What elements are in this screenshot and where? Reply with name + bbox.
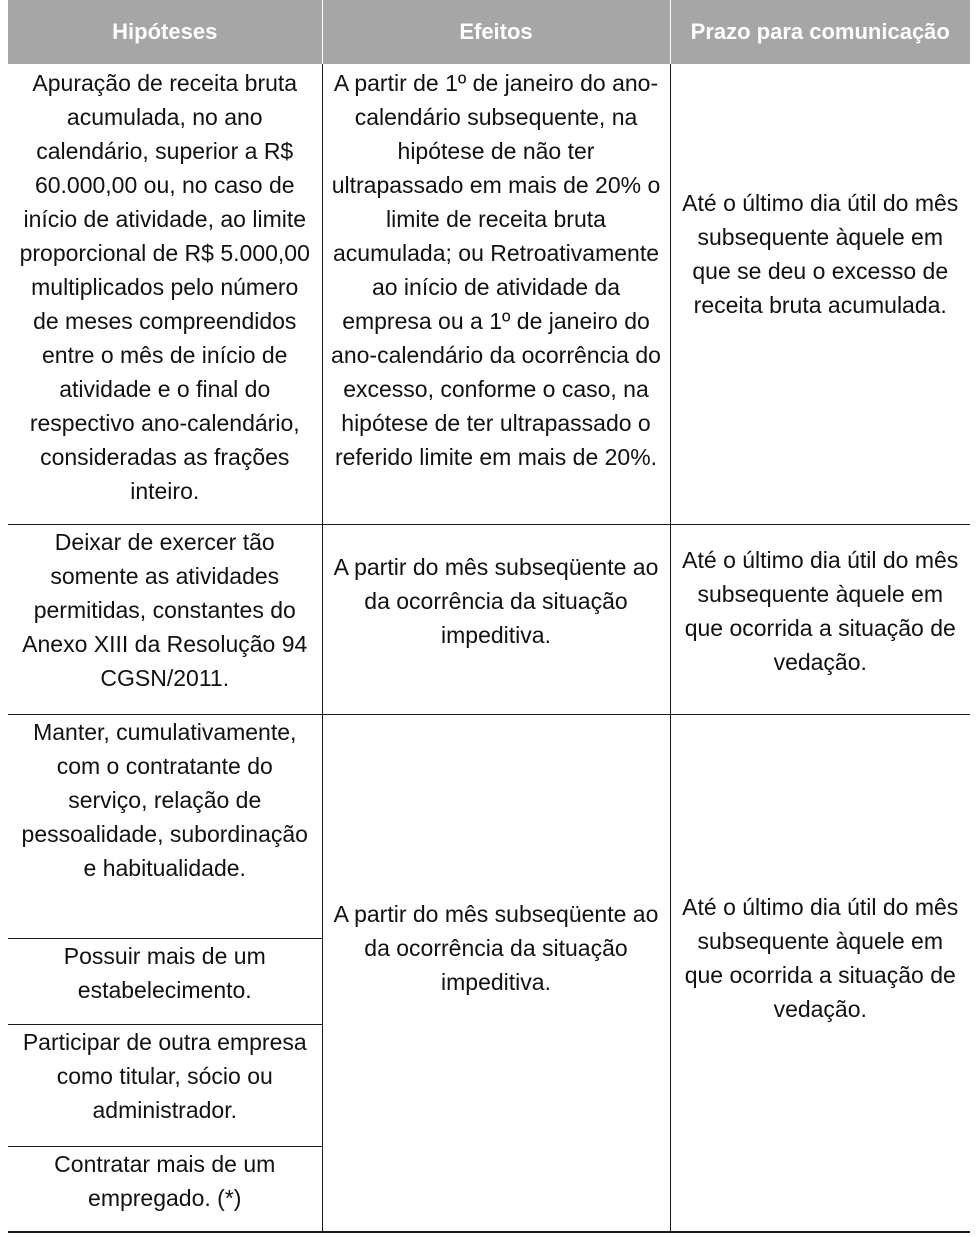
table-row [8, 524, 970, 714]
cell-hipotese: Apuração de receita bruta acumulada, no ano calendário, superior a R$ 60.000,00 ou, no caso de início de atividade, ao limite proporcional de R$ 5.000,00 multiplicados pelo número de meses compreendidos entre o mês de início de atividade e o final do respectivo ano-calendário, consideradas as frações inteiro. [8, 64, 322, 524]
cell-prazo: Até o último dia útil do mês subsequente àquele em que ocorrida a situação de vedação. [670, 714, 970, 1232]
cell-hipotese: Manter, cumulativamente, com o contratante do serviço, relação de pessoalidade, subordinação e habitualidade. [8, 714, 322, 938]
cell-hipotese: Participar de outra empresa como titular, sócio ou administrador. [8, 1024, 322, 1146]
table-row [8, 64, 970, 524]
cell-hipotese: Possuir mais de um estabelecimento. [8, 938, 322, 1024]
cell-efeito: A partir de 1º de janeiro do ano-calendário subsequente, na hipótese de não ter ultrapassado em mais de 20% o limite de receita bruta acumulada; ou Retroativamente ao início de atividade da empresa ou a 1º de janeiro do ano-calendário da ocorrência do excesso, conforme o caso, na hipótese de ter ultrapassado o referido limite em mais de 20%. [322, 64, 670, 524]
header-efeitos: Efeitos [322, 0, 670, 64]
cell-efeito: A partir do mês subseqüente ao da ocorrência da situação impeditiva. [322, 524, 670, 714]
cell-hipotese: Deixar de exercer tão somente as atividades permitidas, constantes do Anexo XIII da Resolução 94 CGSN/2011. [8, 524, 322, 714]
cell-prazo: Até o último dia útil do mês subsequente àquele em que se deu o excesso de receita bruta acumulada. [670, 64, 970, 524]
rules-table [8, 0, 970, 1232]
cell-hipotese: Contratar mais de um empregado. (*) [54, 1150, 276, 1211]
table-row [8, 714, 970, 938]
header-row [8, 0, 970, 64]
cell-efeito: A partir do mês subseqüente ao da ocorrência da situação impeditiva. [322, 714, 670, 1232]
cell-prazo: Até o último dia útil do mês subsequente àquele em que ocorrida a situação de vedação. [670, 524, 970, 714]
header-prazo: Prazo para comunicação [670, 0, 970, 64]
header-hipoteses: Hipóteses [8, 0, 322, 64]
table-bottom-border [8, 1231, 970, 1233]
